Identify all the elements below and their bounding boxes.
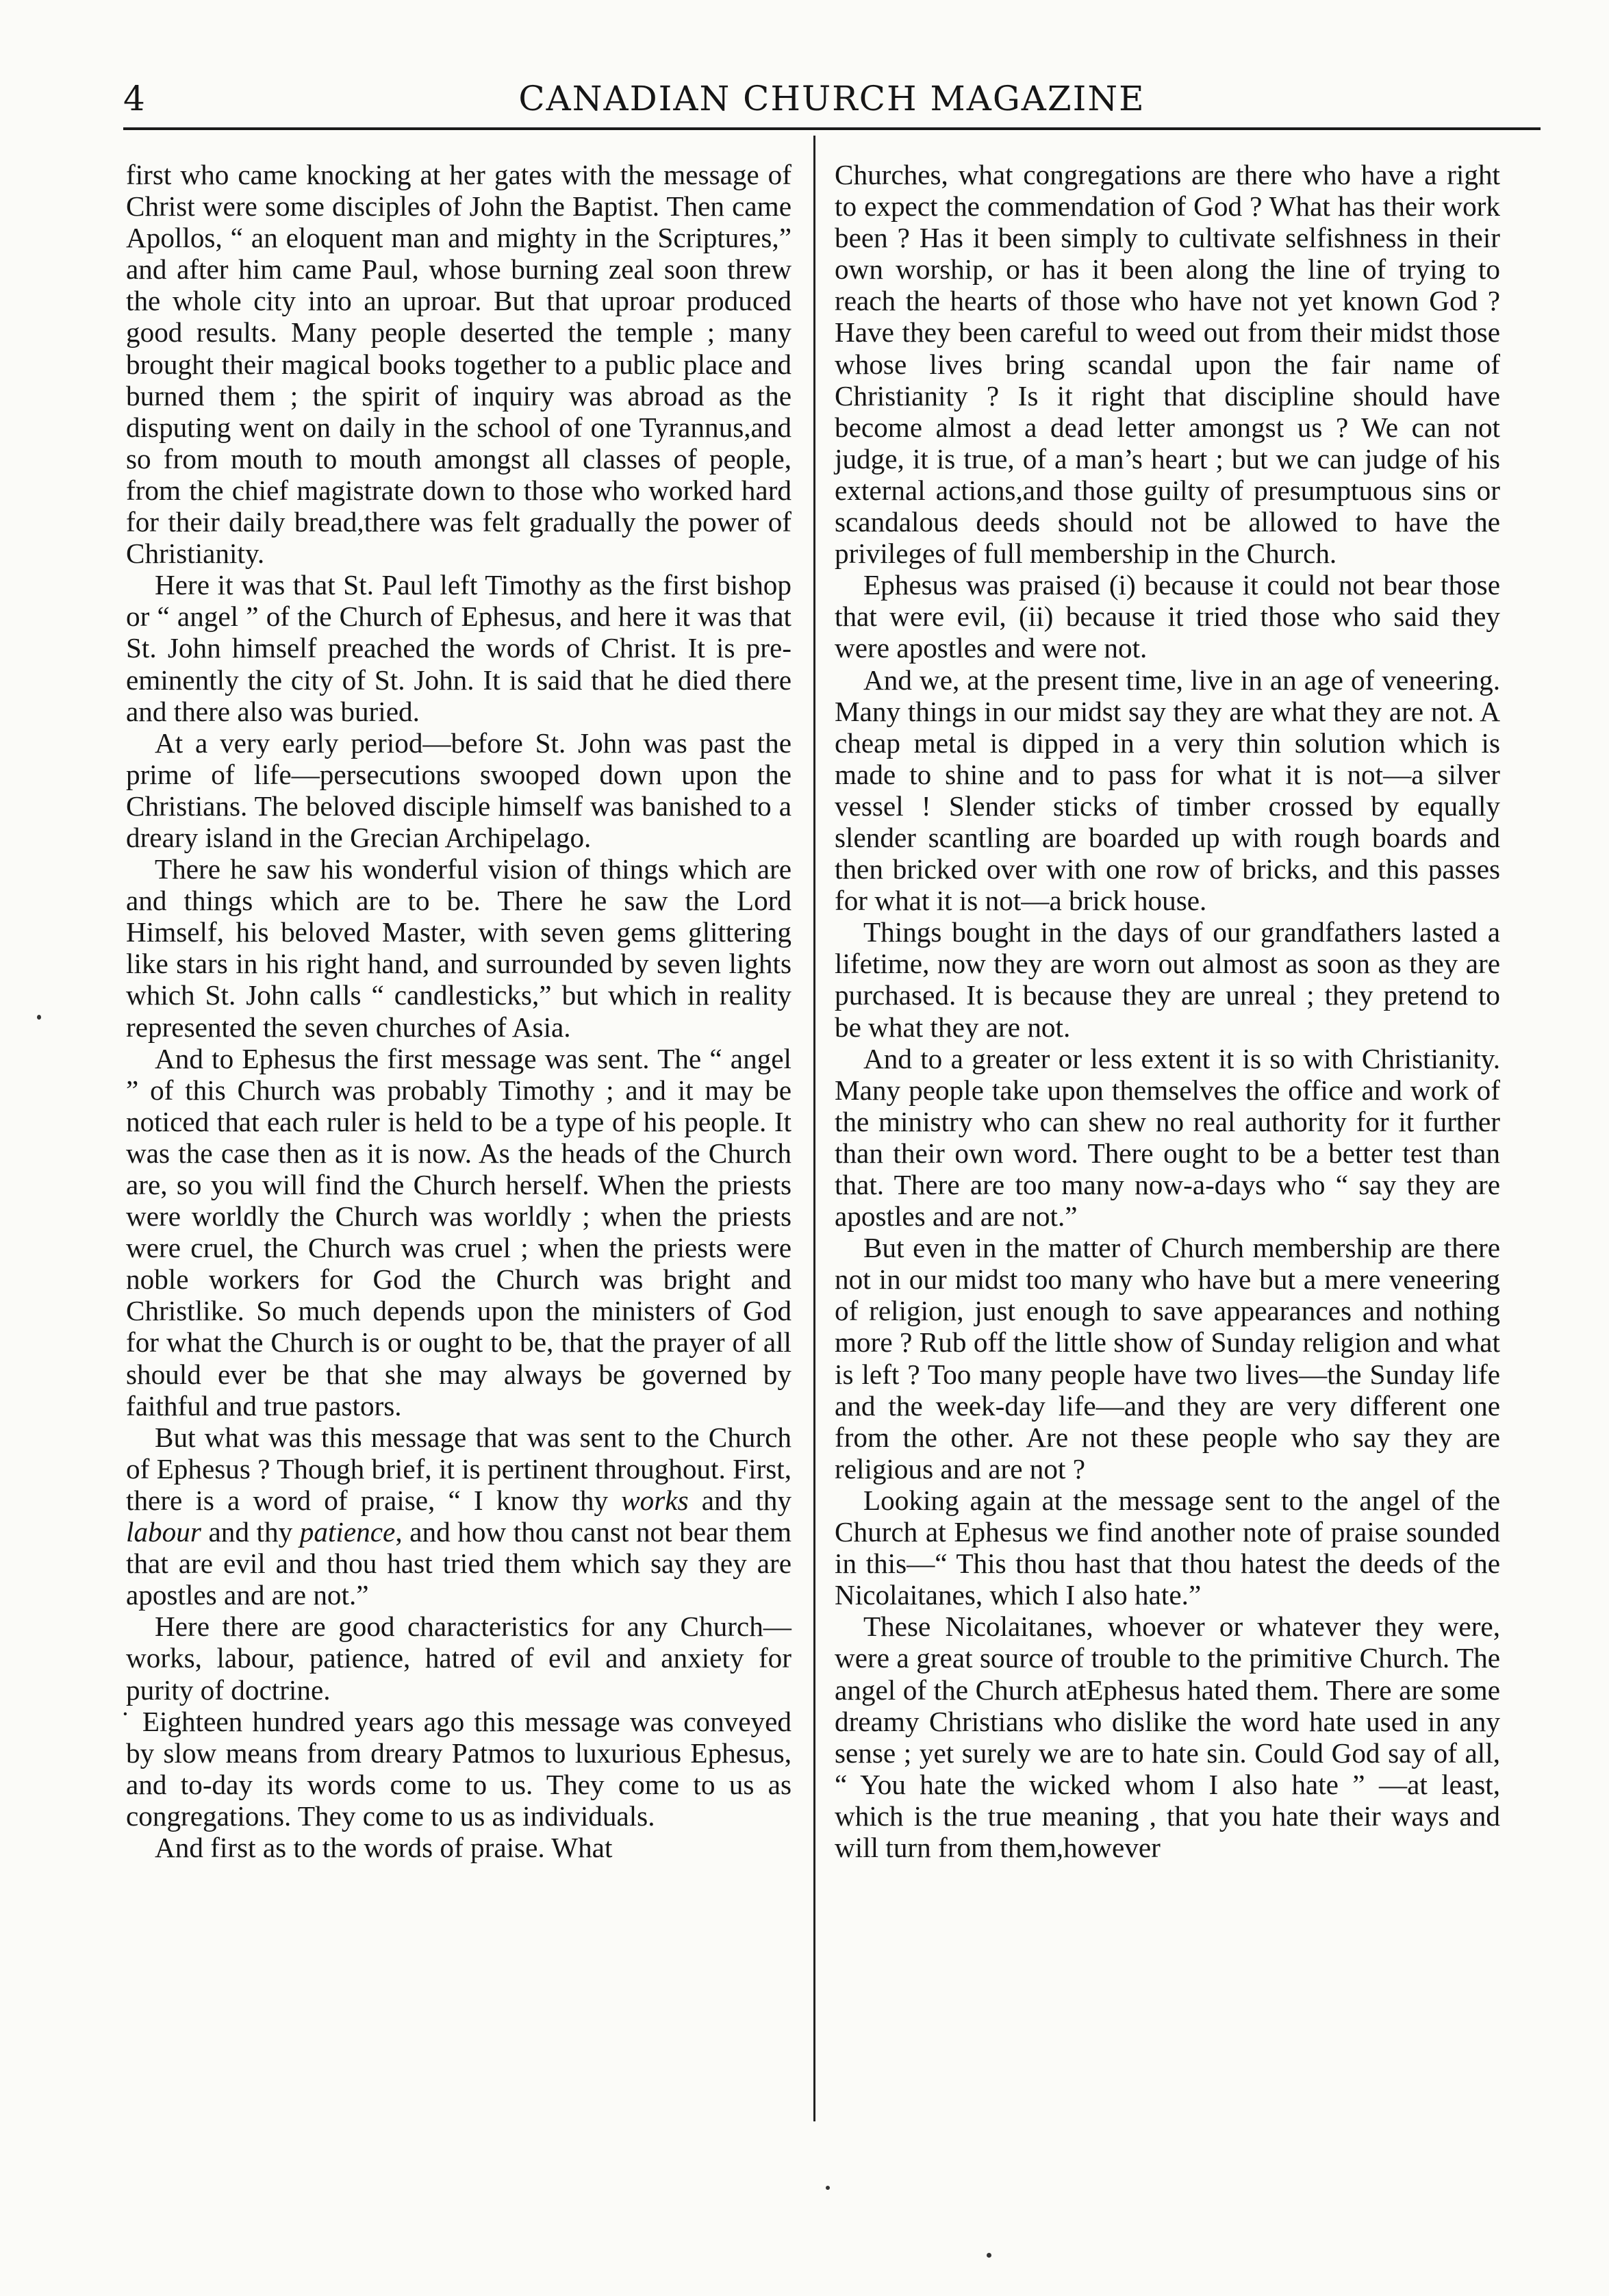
quote-lead: But what was this message that was sent to the Church of Ephesus ? Though brief, it is pertinent throughout. First, there is a word of praise, “ I know thy xyxy=(126,1421,791,1516)
paragraph: There he saw his wonderful vision of things which are and things which are to be. There he saw the Lord Himself, his beloved Master, with seven gems glittering like stars in his right hand, and surrounded by seven lights which St. John calls “ candlesticks,” but which in reality represented the seven churches of Asia. xyxy=(126,853,791,1043)
paragraph: At a very early period—before St. John was past the prime of life—persecutions swooped down upon the Christians. The beloved disciple himself was banished to a dreary island in the Grecian Archipelago. xyxy=(126,727,791,853)
paragraph: Here it was that St. Paul left Timothy as the first bishop or “ angel ” of the Church of Ephesus, and here it was that St. John himself preached the words of Christ. It is pre-eminently the city of St. John. It is said that he died there and there also was buried. xyxy=(126,569,791,727)
paragraph: And we, at the present time, live in an age of veneering. Many things in our midst say they are what they are not. A cheap metal is dipped in a very thin solution which is made to shine and to pass for what it is not—a silver vessel ! Slender sticks of timber crossed by equally slender scantling are boarded up with rough boards and then bricked over with one row of bricks, and this passes for what it is not—a brick house. xyxy=(835,664,1500,917)
emphasis-labour: labour xyxy=(126,1516,201,1548)
running-title: CANADIAN CHURCH MAGAZINE xyxy=(518,79,1145,118)
print-speck xyxy=(987,2253,991,2258)
paragraph: Ephesus was praised (i) because it could not bear those that were evil, (ii) because it tried those who said they were apostles and were not. xyxy=(835,569,1500,664)
paragraph: And first as to the words of praise. What xyxy=(155,1831,613,1863)
paragraph: Things bought in the days of our grandfathers lasted a lifetime, now they are worn out almost as soon as they are purchased. It is because they are unreal ; they pretend to be what they are not. xyxy=(835,916,1500,1043)
quote-tail: , and how thou canst not bear them that are evil and thou hast tried them which say they are apostles and are not.” xyxy=(126,1516,791,1611)
paragraph: These Nicolaitanes, whoever or whatever they were, were a great source of trouble to the primitive Church. The angel of the Church atEphesus hated them. There are some dreamy Christians who dislike the word hate used in any sense ; yet surely we are to hate sin. Could God say of all, “ You hate the wicked whom I also hate ” —at least, which is the true meaning , that you hate their ways and will turn from them,however xyxy=(835,1611,1500,1863)
column-divider xyxy=(813,136,815,2121)
paragraph: Churches, what congregations are there who have a right to expect the commendation of God ? What has their work been ? Has it been simply to cultivate selfishness in their own worship, or has it been along the line of trying to reach the hearts of those who have not yet known God ? Have they been careful to weed out from their midst those whose lives bring scandal upon the fair name of Christianity ? Is it right that discipline should have become almost a dead letter amongst us ? We can not judge, it is true, of a man’s heart ; but we can judge of his external actions,and those guilty of presumptuous sins or scandalous deeds should not be allowed to have the privileges of full membership in the Church. xyxy=(835,159,1500,570)
paragraph: first who came knocking at her gates with the message of Christ were some disciples of John the Baptist. Then came Apollos, “ an eloquent man and mighty in the Scriptures,” and after him came Paul, whose burning zeal soon threw the whole city into an uproar. But that uproar produced good results. Many people deserted the temple ; many brought their magical books together to a public place and burned them ; the spirit of inquiry was abroad as the disputing went on daily in the school of one Tyrannus,and so from mouth to mouth amongst all classes of people, from the chief magistrate down to those who worked hard for their daily bread,there was felt gradually the power of Christianity. xyxy=(126,159,791,570)
paragraph-with-quote xyxy=(126,1422,791,1611)
paragraph: And to Ephesus the first message was sent. The “ angel ” of this Church was probably Timothy ; and it may be noticed that each ruler is held to be a type of his people. It was the case then as it is now. As the heads of the Church are, so you will find the Church herself. When the priests were worldly the Church was worldly ; when the priests were cruel, the Church was cruel ; when the priests were noble workers for God the Church was bright and Christlike. So much depends upon the ministers of God for what the Church is or ought to be, that the prayer of all should ever be that she may always be governed by faithful and true pastors. xyxy=(126,1042,791,1422)
running-header xyxy=(123,73,1541,125)
quote-joint: and thy xyxy=(201,1516,300,1548)
paragraph: But even in the matter of Church membership are there not in our midst too many who have but a mere veneering of religion, just enough to save appearances and nothing more ? Rub off the little show of Sunday religion and what is left ? Too many people have two lives—the Sunday life and the week-day life—and they are very different one from the other. Are not these people who say they are religious and are not ? xyxy=(835,1232,1500,1485)
paragraph: Here there are good characteristics for any Church—works, labour, patience, hatred of evil and anxiety for purity of doctrine. xyxy=(126,1611,791,1706)
print-speck xyxy=(37,1015,41,1020)
paragraph: ˙ Eighteen hundred years ago this message was conveyed by slow means from dreary Patmos to luxurious Ephesus, and to-day its words come to us. They come to us as congregations. They come to us as individuals. xyxy=(121,1705,791,1832)
right-column xyxy=(835,159,1500,1863)
paragraph: Looking again at the message sent to the angel of the Church at Ephesus we find another note of praise sounded in this—“ This thou hast that thou hatest the deeds of the Nicolaitanes, which I also hate.” xyxy=(835,1484,1500,1611)
quote-joint: and thy xyxy=(688,1484,791,1516)
header-rule xyxy=(123,127,1541,130)
print-speck xyxy=(826,2186,830,2190)
paragraph: And to a greater or less extent it is so with Christianity. Many people take upon themselves the office and work of the ministry who can shew no real authority for it further than their own word. There ought to be a better test than that. There are too many now-a-days who “ say they are apostles and are not.” xyxy=(835,1042,1500,1233)
emphasis-patience: patience xyxy=(299,1516,396,1548)
left-column xyxy=(121,159,791,1863)
page-number: 4 xyxy=(123,79,145,118)
emphasis-works: works xyxy=(621,1484,689,1516)
